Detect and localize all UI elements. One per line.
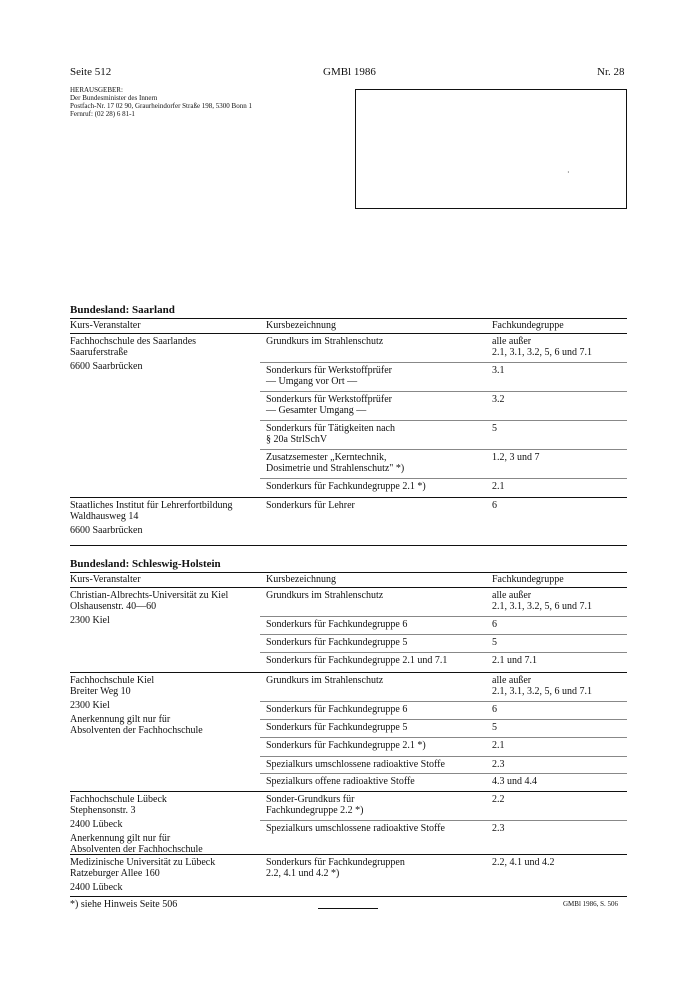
provider-text: 2400 Lübeck <box>70 819 123 830</box>
provider-text: Fachhochschule Kiel <box>70 675 155 686</box>
footnote: *) siehe Hinweis Seite 506 <box>70 899 178 910</box>
provider-text: 2300 Kiel <box>70 700 110 711</box>
course-name <box>266 857 488 879</box>
provider-text: Fachhochschule Lübeck <box>70 794 167 805</box>
provider-text: Stephensonstr. 3 <box>70 805 136 816</box>
text-line: 2.1, 3.1, 3.2, 5, 6 und 7.1 <box>492 686 592 697</box>
table-row <box>260 449 627 479</box>
issue-number: Nr. 28 <box>597 66 625 78</box>
text-line: 2.3 <box>492 759 505 770</box>
fachkunde-group <box>492 365 632 376</box>
text-line: Sonder-Grundkurs für <box>266 794 355 805</box>
fachkunde-group <box>492 655 632 666</box>
course-name <box>266 759 488 770</box>
provider-text: 2300 Kiel <box>70 615 110 626</box>
table-row <box>260 791 627 821</box>
publisher-line: Der Bundesminister des Innern <box>70 94 158 102</box>
provider-text: Waldhausweg 14 <box>70 511 139 522</box>
provider-text: 2400 Lübeck <box>70 882 123 893</box>
address-box <box>355 89 627 209</box>
text-line: 2.1 <box>492 481 505 492</box>
provider-line <box>70 361 260 372</box>
course-name <box>266 452 488 474</box>
footnote-rule <box>318 908 378 909</box>
provider-line <box>70 819 260 830</box>
table-row <box>260 652 627 672</box>
text-line: Dosimetrie und Strahlenschutz" *) <box>266 463 405 474</box>
table-row <box>260 391 627 421</box>
text-line: 2.3 <box>492 823 505 834</box>
text-line: 3.1 <box>492 365 505 376</box>
table-row <box>260 420 627 450</box>
text-line: Sonderkurs für Fachkundegruppe 6 <box>266 619 408 630</box>
table-schleswig-holstein <box>70 572 627 896</box>
provider-line <box>70 714 260 736</box>
provider-line <box>70 590 260 601</box>
text-line: 2.2 <box>492 794 505 805</box>
course-name <box>266 655 488 666</box>
course-name <box>266 394 488 416</box>
table-row <box>260 634 627 653</box>
fachkunde-group <box>492 675 632 697</box>
text-line: 5 <box>492 637 497 648</box>
text-line: Sonderkurs für Fachkundegruppe 2.1 *) <box>266 740 426 751</box>
table-block <box>70 333 627 498</box>
provider-line <box>70 794 260 805</box>
provider-line <box>70 686 260 697</box>
text-line: 2.2, 4.1 und 4.2 <box>492 857 555 868</box>
publisher-info <box>70 86 310 118</box>
table-block <box>70 791 627 855</box>
text-line: Grundkurs im Strahlenschutz <box>266 675 384 686</box>
course-name <box>266 500 488 511</box>
column-header-kurs: Kursbezeichnung <box>266 574 336 585</box>
text-line: Sonderkurs für Fachkundegruppe 2.1 *) <box>266 481 426 492</box>
text-line: alle außer <box>492 675 532 686</box>
fachkunde-group <box>492 823 632 834</box>
course-provider <box>70 857 260 893</box>
course-name <box>266 365 488 387</box>
course-provider <box>70 336 260 372</box>
fachkunde-group <box>492 857 632 868</box>
text-line: 2.1 und 7.1 <box>492 655 537 666</box>
table-block <box>70 587 627 673</box>
course-provider <box>70 675 260 736</box>
fachkunde-group <box>492 590 632 612</box>
table-row <box>260 497 627 545</box>
course-provider <box>70 590 260 626</box>
table-row <box>260 854 627 896</box>
course-name <box>266 590 488 601</box>
course-provider <box>70 794 260 855</box>
provider-line <box>70 868 260 879</box>
journal-title: GMBl 1986 <box>323 66 376 78</box>
course-name <box>266 794 488 816</box>
course-name <box>266 776 488 787</box>
fachkunde-group <box>492 619 632 630</box>
text-line: Sonderkurs für Lehrer <box>266 500 355 511</box>
provider-text: Absolventen der Fachhochschule <box>70 725 203 736</box>
text-line: 2.1, 3.1, 3.2, 5, 6 und 7.1 <box>492 347 592 358</box>
provider-text: 6600 Saarbrücken <box>70 361 143 372</box>
provider-line <box>70 882 260 893</box>
provider-text: Anerkennung gilt nur für <box>70 714 171 725</box>
provider-line <box>70 805 260 816</box>
text-line: Grundkurs im Strahlenschutz <box>266 336 384 347</box>
course-name <box>266 637 488 648</box>
table-row <box>260 362 627 392</box>
text-line: 6 <box>492 500 497 511</box>
provider-line <box>70 347 260 358</box>
text-line: 6 <box>492 619 497 630</box>
provider-text: Ratzeburger Allee 160 <box>70 868 160 879</box>
text-line: Sonderkurs für Fachkundegruppe 6 <box>266 704 408 715</box>
provider-text: Medizinische Universität zu Lübeck <box>70 857 216 868</box>
publisher-line: HERAUSGEBER: <box>70 86 123 94</box>
text-line: Sonderkurs für Tätigkeiten nach <box>266 423 395 434</box>
provider-line <box>70 675 260 686</box>
table-header <box>70 318 627 334</box>
text-line: alle außer <box>492 336 532 347</box>
text-line: 5 <box>492 423 497 434</box>
provider-line <box>70 525 260 536</box>
table-block <box>70 854 627 897</box>
provider-line <box>70 601 260 612</box>
provider-text: Anerkennung gilt nur für <box>70 833 171 844</box>
text-line: 2.1, 3.1, 3.2, 5, 6 und 7.1 <box>492 601 592 612</box>
course-name <box>266 704 488 715</box>
fachkunde-group <box>492 759 632 770</box>
text-line: Sonderkurs für Fachkundegruppe 5 <box>266 637 408 648</box>
publisher-line: Fernruf: (02 28) 6 81-1 <box>70 110 135 118</box>
text-line: Sonderkurs für Fachkundegruppen <box>266 857 405 868</box>
text-line: 5 <box>492 722 497 733</box>
provider-line <box>70 857 260 868</box>
text-line: 1.2, 3 und 7 <box>492 452 540 463</box>
table-header <box>70 572 627 588</box>
provider-text: Absolventen der Fachhochschule <box>70 844 203 855</box>
text-line: Grundkurs im Strahlenschutz <box>266 590 384 601</box>
course-name <box>266 619 488 630</box>
column-header-veranstalter: Kurs-Veranstalter <box>70 320 141 331</box>
table-block <box>70 672 627 792</box>
course-provider <box>70 500 260 536</box>
course-name <box>266 722 488 733</box>
provider-text: Staatliches Institut für Lehrerfortbildung <box>70 500 233 511</box>
table-row <box>260 672 627 702</box>
table-row <box>260 333 627 363</box>
course-name <box>266 740 488 751</box>
provider-text: 6600 Saarbrücken <box>70 525 143 536</box>
table-row <box>260 820 627 854</box>
text-line: Zusatzsemester „Kerntechnik, <box>266 452 387 463</box>
text-line: Spezialkurs umschlossene radioaktive Stoffe <box>266 823 445 834</box>
provider-line <box>70 833 260 855</box>
course-name <box>266 675 488 686</box>
column-header-veranstalter: Kurs-Veranstalter <box>70 574 141 585</box>
address-mark: · <box>567 168 570 177</box>
fachkunde-group <box>492 336 632 358</box>
column-header-kurs: Kursbezeichnung <box>266 320 336 331</box>
provider-line <box>70 500 260 511</box>
fachkunde-group <box>492 794 632 805</box>
provider-line <box>70 336 260 347</box>
text-line: Sonderkurs für Fachkundegruppe 5 <box>266 722 408 733</box>
provider-text: Olshausenstr. 40—60 <box>70 601 157 612</box>
course-name <box>266 423 488 445</box>
text-line: Sonderkurs für Fachkundegruppe 2.1 und 7.1 <box>266 655 448 666</box>
table-row <box>260 737 627 757</box>
fachkunde-group <box>492 637 632 648</box>
text-line: — Gesamter Umgang — <box>266 405 367 416</box>
text-line: Sonderkurs für Werkstoffprüfer <box>266 394 393 405</box>
provider-line <box>70 615 260 626</box>
text-line: Spezialkurs umschlossene radioaktive Stoffe <box>266 759 445 770</box>
section-title-schleswig-holstein: Bundesland: Schleswig-Holstein <box>70 558 221 570</box>
table-row <box>260 719 627 738</box>
fachkunde-group <box>492 452 632 463</box>
table-row <box>260 701 627 720</box>
table-row <box>260 587 627 617</box>
footer-reference: GMBl 1986, S. 506 <box>563 900 619 908</box>
provider-text: Breiter Weg 10 <box>70 686 131 697</box>
table-row <box>260 616 627 635</box>
publisher-line: Postfach-Nr. 17 02 90, Graurheindorfer Straße 198, 5300 Bonn 1 <box>70 102 252 110</box>
fachkunde-group <box>492 423 632 434</box>
text-line: Fachkundegruppe 2.2 *) <box>266 805 364 816</box>
text-line: — Umgang vor Ort — <box>266 376 358 387</box>
provider-line <box>70 700 260 711</box>
text-line: 4.3 und 4.4 <box>492 776 537 787</box>
table-saarland <box>70 318 627 545</box>
text-line: 3.2 <box>492 394 505 405</box>
fachkunde-group <box>492 740 632 751</box>
provider-text: Fachhochschule des Saarlandes <box>70 336 197 347</box>
text-line: § 20a StrlSchV <box>266 434 328 445</box>
fachkunde-group <box>492 722 632 733</box>
table-row <box>260 478 627 497</box>
column-header-fachkunde: Fachkundegruppe <box>492 320 564 331</box>
table-row <box>260 773 627 791</box>
page-number: Seite 512 <box>70 66 112 78</box>
course-name <box>266 336 488 347</box>
column-header-fachkunde: Fachkundegruppe <box>492 574 564 585</box>
provider-text: Saaruferstraße <box>70 347 128 358</box>
course-name <box>266 823 488 834</box>
table-block <box>70 497 627 546</box>
fachkunde-group <box>492 500 632 511</box>
fachkunde-group <box>492 481 632 492</box>
fachkunde-group <box>492 776 632 787</box>
fachkunde-group <box>492 394 632 405</box>
text-line: Sonderkurs für Werkstoffprüfer <box>266 365 393 376</box>
provider-line <box>70 511 260 522</box>
text-line: alle außer <box>492 590 532 601</box>
provider-text: Christian-Albrechts-Universität zu Kiel <box>70 590 229 601</box>
text-line: Spezialkurs offene radioaktive Stoffe <box>266 776 415 787</box>
section-title-saarland: Bundesland: Saarland <box>70 304 175 316</box>
fachkunde-group <box>492 704 632 715</box>
course-name <box>266 481 488 492</box>
text-line: 2.1 <box>492 740 505 751</box>
text-line: 6 <box>492 704 497 715</box>
text-line: 2.2, 4.1 und 4.2 *) <box>266 868 340 879</box>
table-row <box>260 756 627 774</box>
